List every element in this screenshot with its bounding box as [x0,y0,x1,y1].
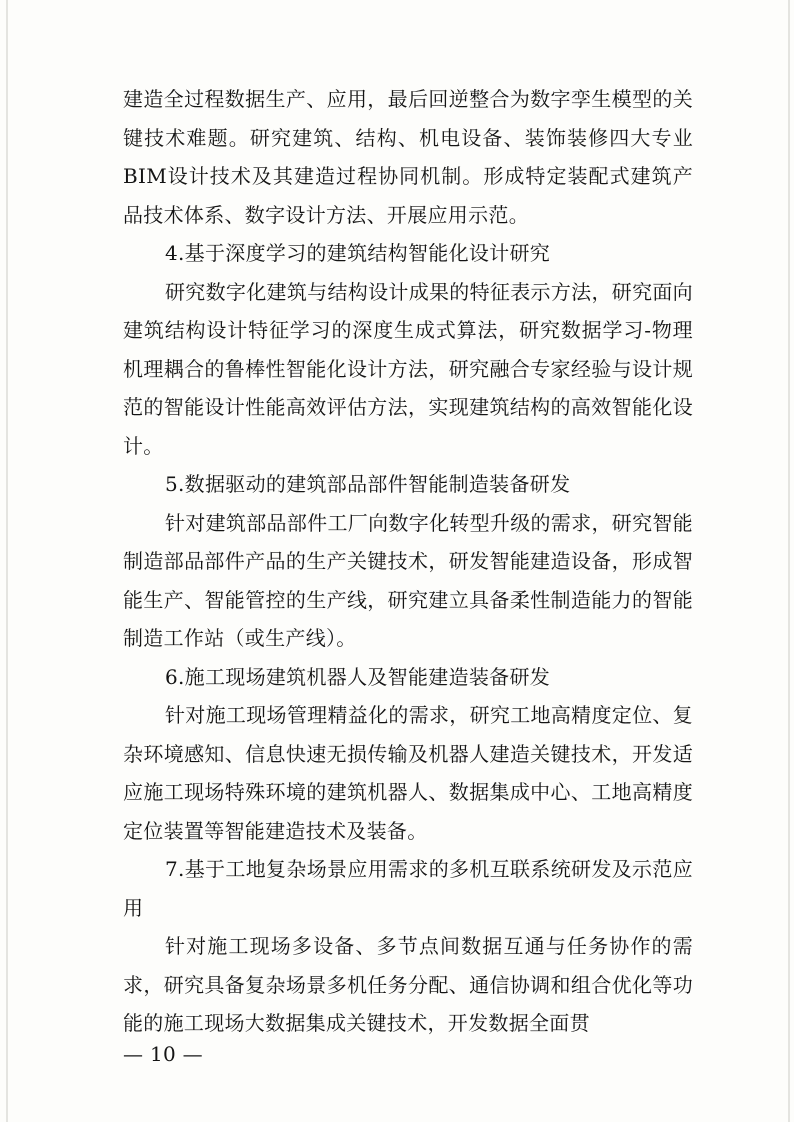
page-number: — 10 — [123,1042,203,1066]
section-heading-6: 6.施工现场建筑机器人及智能建造装备研发 [165,664,551,689]
scan-edge-left [6,0,8,1122]
document-body [123,80,693,1043]
paragraph-section-4: 研究数字化建筑与结构设计成果的特征表示方法，研究面向建筑结构设计特征学习的深度生成式算法，研究数据学习-物理机理耦合的鲁棒性智能化设计方法，研究融合专家经验与设计规范的智能设计性能高效评估方法，实现建筑结构的高效智能化设计。 [123,279,693,458]
paragraph-continued: 建造全过程数据生产、应用，最后回逆整合为数字孪生模型的关键技术难题。研究建筑、结构、机电设备、装饰装修四大专业BIM设计技术及其建造过程协同机制。形成特定装配式建筑产品技术体系、数字设计方法、开展应用示范。 [123,87,693,227]
paragraph-section-5: 针对建筑部品部件工厂向数字化转型升级的需求，研究智能制造部品部件产品的生产关键技术，研发智能建造设备，形成智能生产、智能管控的生产线，研究建立具备柔性制造能力的智能制造工作站（或生产线）。 [123,510,693,650]
scan-edge-right [788,0,790,1122]
section-heading-7: 7.基于工地复杂场景应用需求的多机互联系统研发及示范应用 [123,857,693,920]
section-heading-5: 5.数据驱动的建筑部品部件智能制造装备研发 [165,472,571,496]
paragraph-section-7: 针对施工现场多设备、多节点间数据互通与任务协作的需求，研究具备复杂场景多机任务分配、通信协调和组合优化等功能的施工现场大数据集成关键技术，开发数据全面贯 [123,934,693,1035]
paragraph-section-6: 针对施工现场管理精益化的需求，研究工地高精度定位、复杂环境感知、信息快速无损传输及机器人建造关键技术，开发适应施工现场特殊环境的建筑机器人、数据集成中心、工地高精度定位装置等智能建造技术及装备。 [123,703,693,843]
section-heading-4: 4.基于深度学习的建筑结构智能化设计研究 [165,241,551,265]
